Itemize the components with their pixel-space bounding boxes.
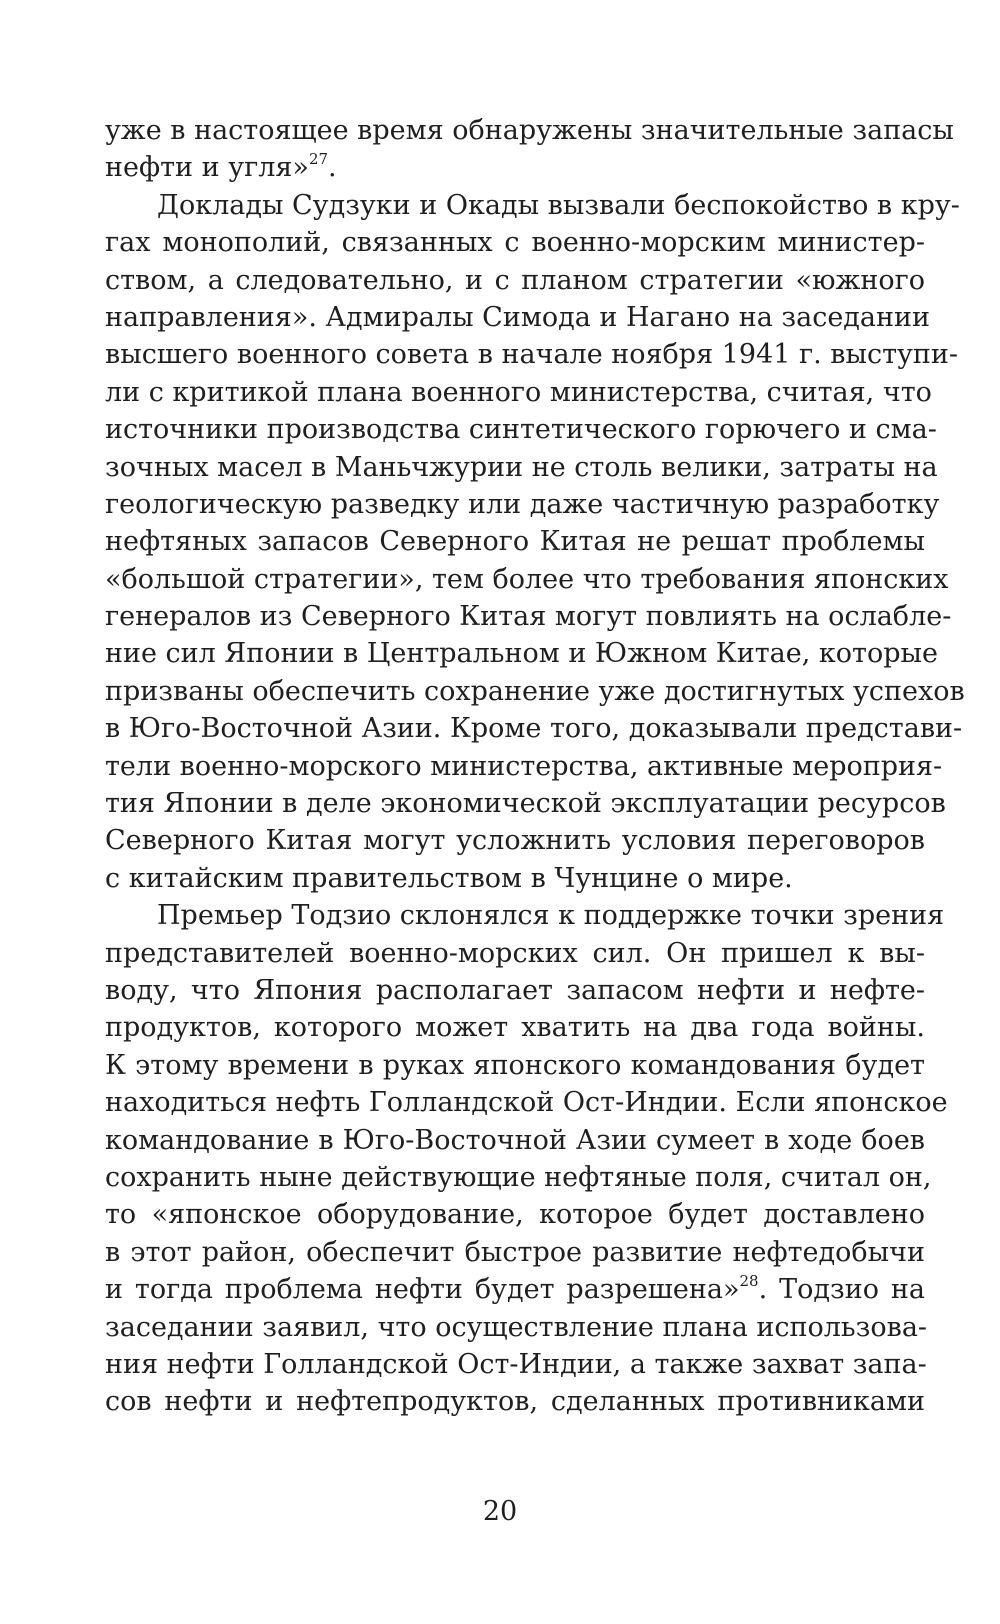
text-line: командование в Юго-Восточной Азии сумеет в ходе боев [105,1124,925,1156]
text-line: «большой стратегии», тем более что требования японских [105,563,949,595]
text-line: сов нефти и нефтепродуктов, сделанных противниками [105,1386,925,1418]
text-line: находиться нефть Голландской Ост-Индии. Если японское [105,1087,948,1119]
text-line: заседании заявил, что осуществление плана использова- [105,1311,928,1343]
text-line: тели военно-морского министерства, активные мероприя- [105,750,943,782]
text-line: то «японское оборудование, которое будет доставлено [105,1199,925,1231]
text-line: продуктов, которого может хватить на два года войны. [105,1012,925,1044]
footnote-ref-27: 27 [308,150,329,169]
text-line [105,1271,925,1308]
text-line-tail: . [328,152,337,184]
text-line: представителей военно-морских сил. Он пришел к вы- [105,937,925,969]
text-line [105,149,925,186]
page-number: 20 [482,1496,518,1527]
text-line: ние сил Японии в Центральном и Южном Китае, которые [105,638,938,670]
text-line: с китайским правительством в Чунцине о мире. [105,862,793,894]
text-line: геологическую разведку или даже частичную разработку [105,488,940,520]
text-line: гах монополий, связанных с военно-морским министер- [105,227,925,259]
text-line: в этот район, обеспечит быстрое развитие нефтедобычи [105,1236,925,1268]
text-line: тия Японии в деле экономической эксплуатации ресурсов [105,788,946,820]
paragraph-first-line: Доклады Судзуки и Окады вызвали беспокойство в кру- [157,189,960,221]
text-line: уже в настоящее время обнаружены значительные запасы [105,115,954,146]
text-line: призваны обеспечить сохранение уже достигнутых успехов [105,675,965,707]
text-line-body: нефти и угля» [105,152,309,184]
text-line: в Юго-Восточной Азии. Кроме того, доказывали представи- [105,713,963,745]
text-line-tail: . Тодзио на [758,1274,925,1306]
body-text [105,112,965,1421]
text-line: сохранить ныне действующие нефтяные поля, считал он, [105,1161,932,1193]
text-line: воду, что Япония располагает запасом нефти и нефте- [105,974,925,1006]
text-line: направления». Адмиралы Симода и Нагано на заседании [105,301,931,333]
text-line: Северного Китая могут усложнить условия переговоров [105,825,925,857]
text-line: К этому времени в руках японского командования будет [105,1049,925,1081]
text-line-body: и тогда проблема нефти будет разрешена» [105,1274,740,1306]
text-line: высшего военного совета в начале ноября 1941 г. выступи- [105,339,959,371]
paragraph-first-line: Премьер Тодзио склонялся к поддержке точки зрения [157,900,945,932]
text-line: ли с критикой плана военного министерства, считая, что [105,376,932,408]
text-line: зочных масел в Маньчжурии не столь велики, затраты на [105,451,938,483]
text-line: ния нефти Голландской Ост-Индии, а также захват запа- [105,1348,927,1380]
text-line: нефтяных запасов Северного Китая не решат проблемы [105,526,925,558]
text-line: генералов из Северного Китая могут повлиять на ослабле- [105,601,952,633]
footnote-ref-28: 28 [739,1272,759,1291]
text-line: источники производства синтетического горючего и сма- [105,414,937,446]
text-line: ством, а следовательно, и с планом стратегии «южного [105,264,925,296]
